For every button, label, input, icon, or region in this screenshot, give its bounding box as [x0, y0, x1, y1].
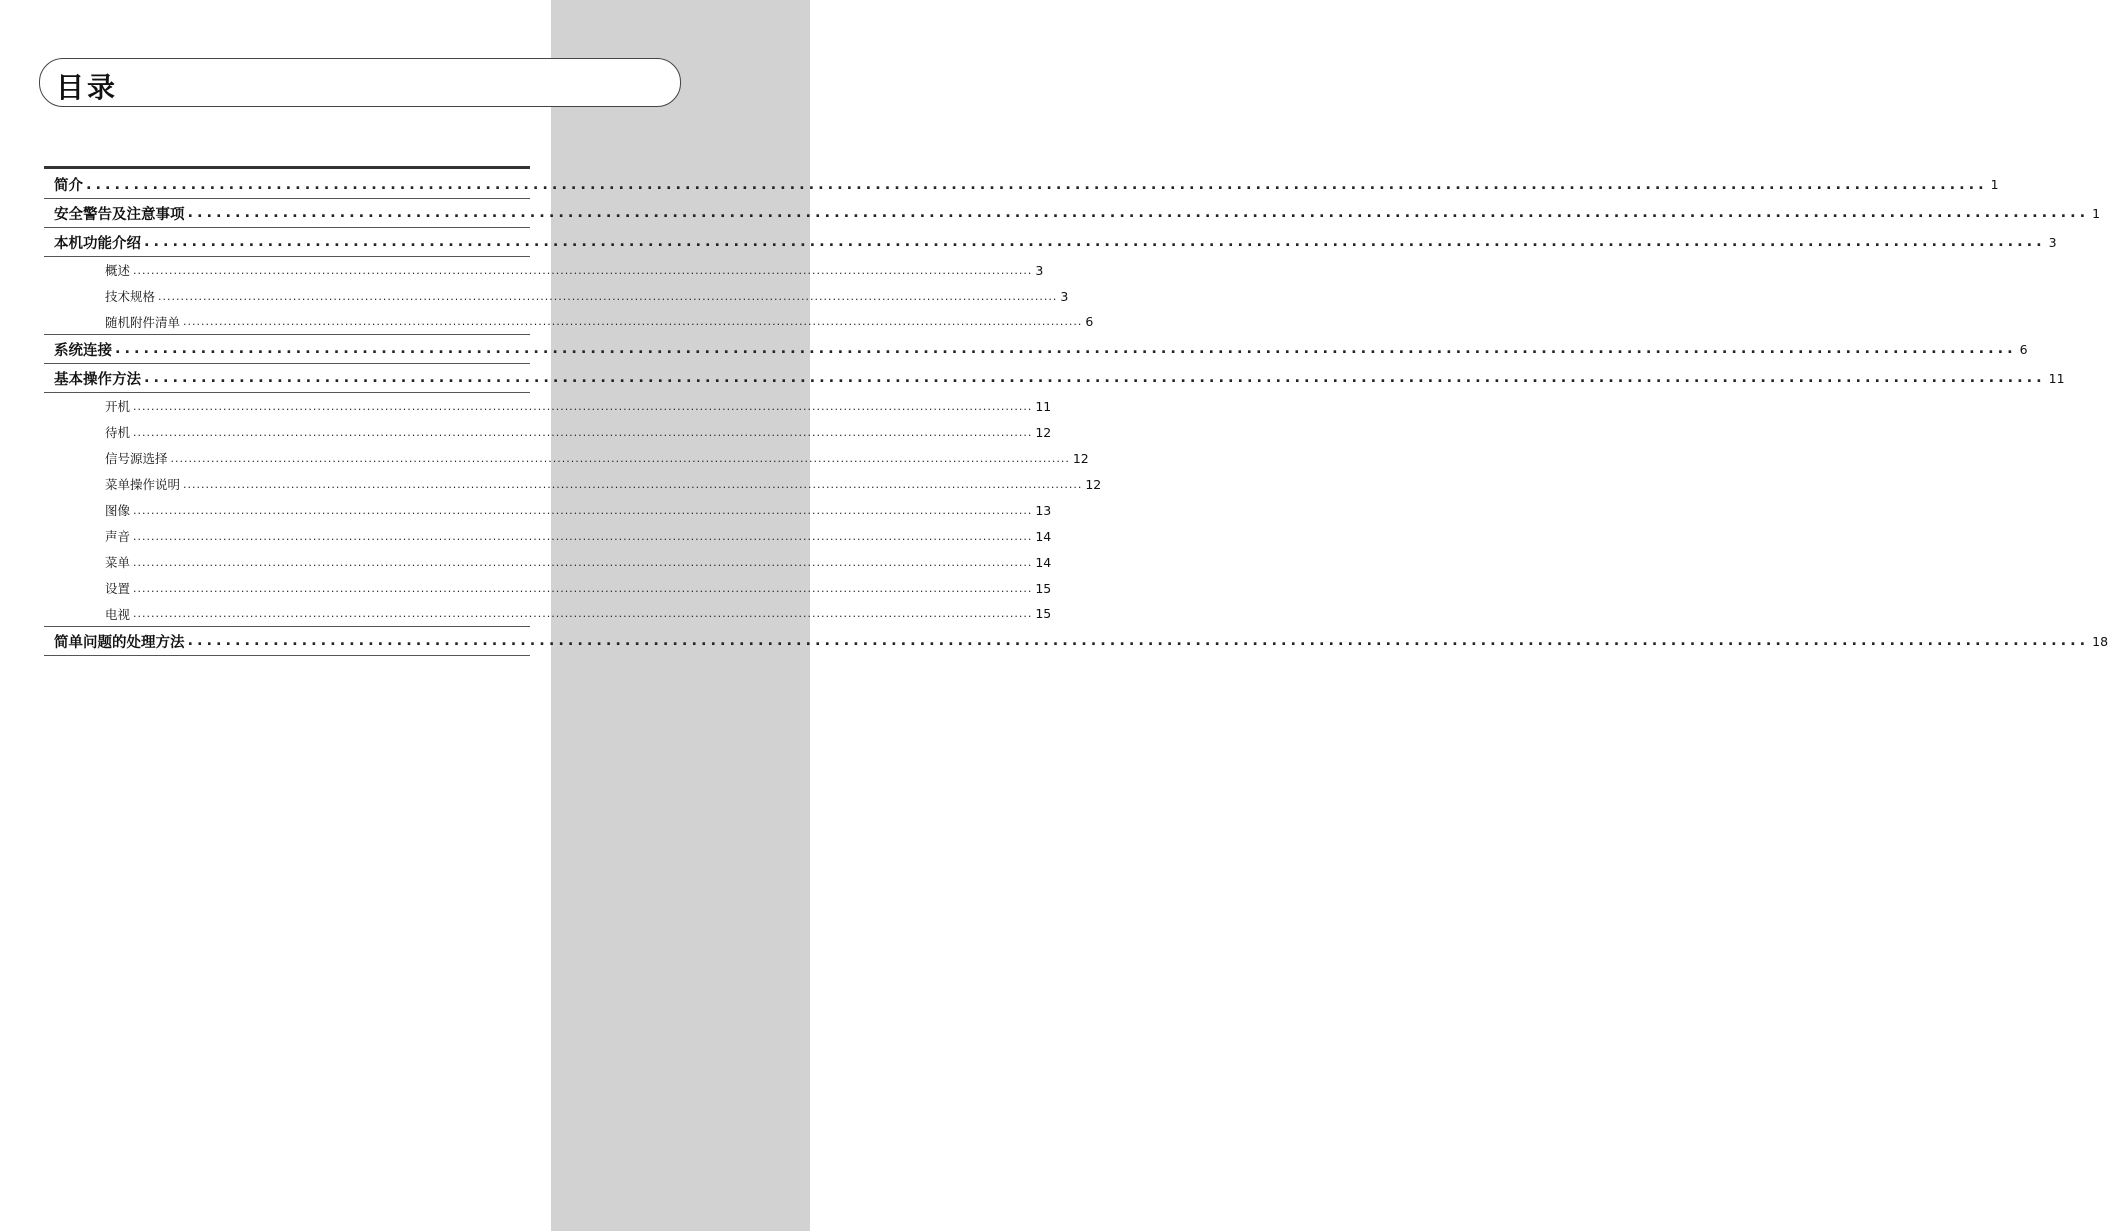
toc-subentry[interactable] — [44, 549, 1052, 575]
toc-entry[interactable] — [44, 228, 2057, 257]
toc-leader-dots: ........................................................................................................................................................................................................ — [115, 341, 2017, 357]
toc-page-number: 14 — [1035, 528, 1052, 544]
toc-leader-dots: ........................................................................................................................................................................................................ — [133, 399, 1033, 413]
toc-leader-dots: ........................................................................................................................................................................................................ — [133, 607, 1033, 620]
toc-leader-dots: ........................................................................................................................................................................................................ — [183, 315, 1083, 328]
toc-entry-label: 安全警告及注意事项 — [54, 206, 185, 223]
toc-page-number: 3 — [2048, 234, 2057, 250]
toc-leader-dots: ........................................................................................................................................................................................................ — [187, 205, 2090, 221]
toc-entry-label: 简单问题的处理方法 — [54, 634, 185, 651]
toc-page-number: 14 — [1035, 554, 1052, 570]
toc-leader-dots: ........................................................................................................................................................................................................ — [133, 555, 1033, 569]
toc-subentry[interactable] — [44, 575, 1052, 601]
toc-rows — [44, 171, 2109, 656]
toc-page-number: 3 — [1060, 288, 1069, 304]
toc-subentry[interactable] — [44, 523, 1052, 549]
toc-entry[interactable] — [44, 627, 2109, 656]
table-of-contents — [44, 166, 2109, 656]
toc-leader-dots: ........................................................................................................................................................................................................ — [133, 581, 1033, 595]
toc-entry-label: 菜单操作说明 — [105, 477, 181, 492]
toc-subentry[interactable] — [44, 283, 1069, 309]
toc-subentry[interactable] — [44, 257, 1044, 283]
toc-page-number: 15 — [1035, 606, 1052, 621]
toc-leader-dots: ........................................................................................................................................................................................................ — [133, 503, 1033, 517]
toc-page-number: 12 — [1085, 476, 1102, 492]
toc-leader-dots: ........................................................................................................................................................................................................ — [133, 425, 1033, 439]
toc-leader-dots: ........................................................................................................................................................................................................ — [144, 370, 2046, 386]
toc-entry-label: 技术规格 — [105, 289, 156, 304]
toc-leader-dots: ........................................................................................................................................................................................................ — [187, 633, 2090, 649]
toc-entry-label: 概述 — [105, 263, 131, 278]
toc-entry-label: 信号源选择 — [105, 451, 168, 466]
toc-entry[interactable] — [44, 199, 2101, 228]
toc-entry-label: 本机功能介绍 — [54, 235, 141, 252]
toc-page-number: 1 — [2092, 205, 2101, 221]
toc-page-number: 18 — [2092, 633, 2109, 649]
toc-leader-dots: ........................................................................................................................................................................................................ — [86, 176, 1988, 193]
toc-entry-label: 随机附件清单 — [105, 314, 181, 330]
toc-page-number: 13 — [1035, 502, 1052, 518]
toc-page-number: 3 — [1035, 262, 1044, 278]
toc-leader-dots: ........................................................................................................................................................................................................ — [144, 234, 2046, 250]
toc-subentry[interactable] — [44, 601, 1052, 627]
toc-subentry[interactable] — [44, 497, 1052, 523]
toc-entry-label: 基本操作方法 — [54, 371, 141, 388]
title-banner — [39, 58, 681, 107]
page-title: 目录 — [56, 71, 119, 104]
toc-page-number: 15 — [1035, 580, 1052, 596]
toc-entry-label: 系统连接 — [54, 342, 112, 359]
toc-entry-label: 声音 — [105, 529, 131, 544]
toc-entry-label: 菜单 — [105, 555, 131, 570]
toc-page-number: 6 — [1085, 314, 1094, 329]
toc-entry[interactable] — [44, 171, 1999, 199]
toc-leader-dots: ........................................................................................................................................................................................................ — [133, 263, 1033, 277]
toc-leader-dots: ........................................................................................................................................................................................................ — [158, 289, 1058, 303]
toc-top-rule — [44, 166, 530, 169]
toc-subentry[interactable] — [44, 445, 1089, 471]
toc-entry-label: 简介 — [54, 178, 83, 194]
toc-page-number: 6 — [2019, 341, 2028, 357]
toc-subentry[interactable] — [44, 309, 1094, 335]
toc-entry-label: 电视 — [105, 606, 131, 622]
toc-entry-label: 图像 — [105, 503, 131, 518]
toc-page-number: 12 — [1035, 424, 1052, 440]
toc-entry-label: 待机 — [105, 425, 131, 440]
toc-entry-label: 开机 — [105, 399, 131, 414]
toc-page-number: 12 — [1072, 450, 1089, 466]
toc-leader-dots: ........................................................................................................................................................................................................ — [170, 451, 1070, 465]
toc-entry-label: 设置 — [105, 581, 131, 596]
toc-subentry[interactable] — [44, 393, 1052, 419]
toc-leader-dots: ........................................................................................................................................................................................................ — [183, 477, 1083, 491]
toc-subentry[interactable] — [44, 419, 1052, 445]
toc-leader-dots: ........................................................................................................................................................................................................ — [133, 529, 1033, 543]
toc-entry[interactable] — [44, 335, 2028, 364]
toc-entry[interactable] — [44, 364, 2065, 393]
toc-page-number: 11 — [1035, 398, 1052, 414]
toc-page-number: 11 — [2048, 370, 2065, 386]
toc-page-number: 1 — [1990, 177, 1999, 192]
toc-subentry[interactable] — [44, 471, 1102, 497]
